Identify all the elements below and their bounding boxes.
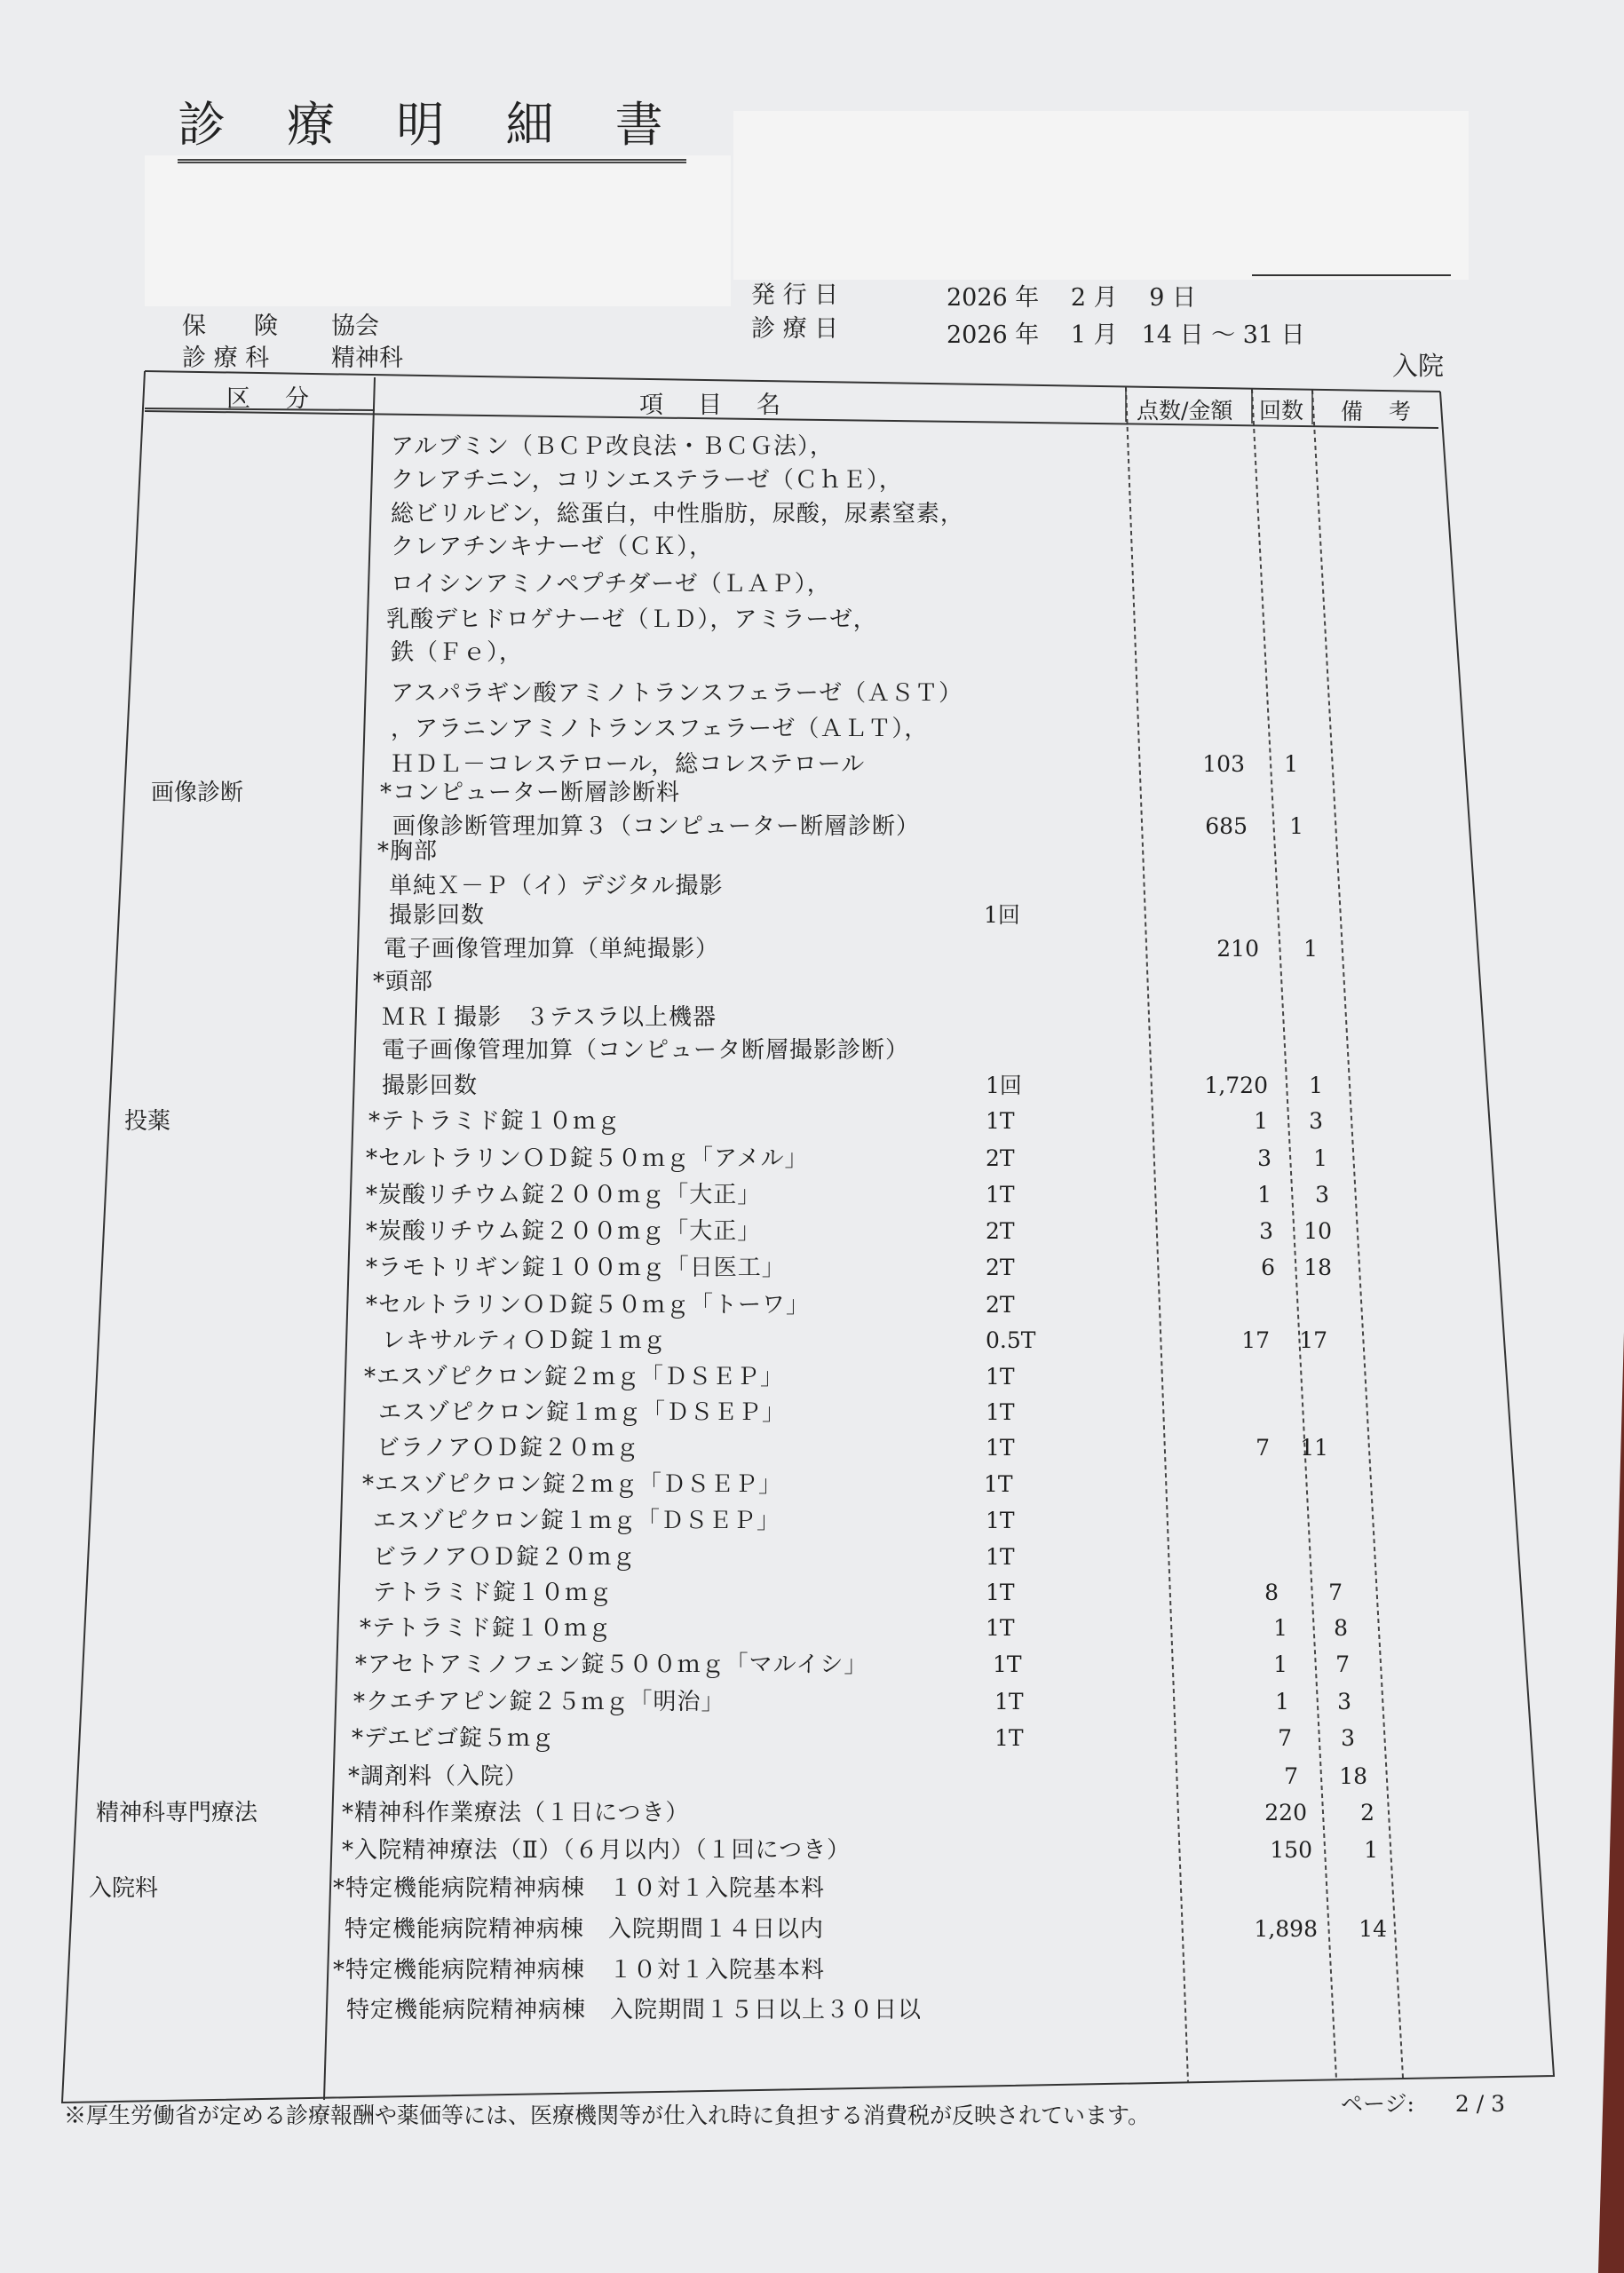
quantity: 1回 bbox=[984, 902, 1020, 928]
points-value: 7 bbox=[1278, 1725, 1292, 1751]
insurance-label: 保 険 bbox=[182, 313, 278, 340]
times-value: 1 bbox=[1289, 813, 1303, 839]
quantity: 1回 bbox=[986, 1073, 1022, 1098]
category-label: 画像診断 bbox=[151, 780, 244, 806]
item-name: *コンピューター断層診断料 bbox=[380, 780, 681, 806]
quantity: 1T bbox=[986, 1399, 1015, 1425]
item-name: ロイシンアミノペプチダーゼ（ＬＡＰ）， bbox=[391, 571, 831, 598]
item-name: エスゾピクロン錠１ｍｇ「ＤＳＥＰ」 bbox=[378, 1399, 787, 1426]
item-name: *テトラミド錠１０ｍｇ bbox=[368, 1108, 622, 1135]
quantity: 1T bbox=[986, 1182, 1015, 1208]
category-label: 精神科専門療法 bbox=[96, 1800, 258, 1826]
item-name: 特定機能病院精神病棟 入院期間１４日以内 bbox=[345, 1916, 825, 1943]
times-value: 7 bbox=[1328, 1580, 1343, 1605]
department-value: 精神科 bbox=[331, 345, 403, 372]
column-header-notes: 備 考 bbox=[1341, 399, 1414, 424]
item-name: *エスゾピクロン錠２ｍｇ「ＤＳＥＰ」 bbox=[364, 1364, 785, 1390]
quantity: 0.5T bbox=[986, 1327, 1036, 1353]
item-name: ＨＤＬ－コレステロール，総コレステロール bbox=[391, 751, 866, 778]
visit-date-label: 診 療 日 bbox=[751, 315, 839, 343]
page-value: 2 / 3 bbox=[1454, 2091, 1505, 2117]
points-value: 6 bbox=[1261, 1255, 1275, 1280]
insurance-value: 協会 bbox=[331, 313, 379, 340]
issue-date-label: 発 行 日 bbox=[751, 281, 839, 309]
points-value: 8 bbox=[1264, 1580, 1279, 1605]
points-value: 1 bbox=[1275, 1689, 1289, 1715]
item-name: *調剤料（入院） bbox=[348, 1763, 529, 1790]
points-value: 220 bbox=[1264, 1800, 1307, 1826]
times-value: 10 bbox=[1303, 1218, 1332, 1244]
quantity: 2T bbox=[986, 1218, 1015, 1244]
times-value: 3 bbox=[1341, 1725, 1355, 1751]
item-name: *胸部 bbox=[377, 838, 439, 865]
item-name: 画像診断管理加算３（コンピューター断層診断） bbox=[392, 813, 921, 840]
times-value: 17 bbox=[1299, 1327, 1327, 1353]
points-value: 7 bbox=[1256, 1435, 1270, 1461]
quantity: 1T bbox=[986, 1508, 1015, 1533]
item-name: *ラモトリギン錠１００ｍｇ「日医工」 bbox=[366, 1255, 786, 1281]
points-value: 17 bbox=[1241, 1327, 1270, 1353]
item-name: 鉄（Ｆｅ）， bbox=[391, 639, 524, 666]
times-value: 7 bbox=[1335, 1651, 1350, 1677]
times-value: 1 bbox=[1309, 1073, 1323, 1098]
category-label: 投薬 bbox=[124, 1108, 171, 1135]
quantity: 2T bbox=[986, 1255, 1015, 1280]
item-name: クレアチンキナーゼ（ＣＫ）， bbox=[391, 534, 714, 560]
points-value: 1,898 bbox=[1254, 1916, 1318, 1942]
points-value: 685 bbox=[1205, 813, 1248, 839]
item-name: *セルトラリンＯＤ錠５０ｍｇ「アメル」 bbox=[366, 1145, 809, 1172]
times-value: 1 bbox=[1284, 751, 1298, 777]
item-name: *セルトラリンＯＤ錠５０ｍｇ「トーワ」 bbox=[366, 1292, 811, 1319]
item-name: 乳酸デヒドロゲナーゼ（ＬＤ），アミラーゼ， bbox=[386, 606, 877, 633]
item-name: *デエビゴ錠５ｍｇ bbox=[352, 1725, 555, 1752]
item-name: テトラミド錠１０ｍｇ bbox=[373, 1580, 614, 1606]
quantity: 2T bbox=[986, 1145, 1015, 1171]
times-value: 1 bbox=[1313, 1145, 1327, 1171]
quantity: 1T bbox=[984, 1471, 1013, 1497]
quantity: 2T bbox=[986, 1292, 1015, 1318]
item-name: 電子画像管理加算（単純撮影） bbox=[384, 936, 720, 962]
points-value: 1 bbox=[1273, 1651, 1287, 1677]
points-value: 210 bbox=[1216, 936, 1259, 962]
points-value: 150 bbox=[1270, 1837, 1312, 1863]
column-header-item: 項 目 名 bbox=[639, 392, 786, 419]
times-value: 11 bbox=[1300, 1435, 1328, 1461]
times-value: 3 bbox=[1315, 1182, 1329, 1208]
item-name: 撮影回数 bbox=[382, 1073, 479, 1099]
quantity: 1T bbox=[986, 1435, 1015, 1461]
item-name: 総ビリルビン，総蛋白，中性脂肪，尿酸，尿素窒素， bbox=[391, 501, 964, 527]
quantity: 1T bbox=[993, 1651, 1022, 1677]
item-name: クレアチニン，コリンエステラーゼ（ＣｈＥ）， bbox=[391, 467, 903, 494]
column-header-points: 点数/金額 bbox=[1137, 398, 1233, 424]
redacted-area-left bbox=[145, 155, 731, 306]
item-name: ，アラニンアミノトランスフェラーゼ（ＡＬＴ）， bbox=[391, 716, 929, 742]
item-name: ビラノアＯＤ錠２０ｍｇ bbox=[376, 1435, 640, 1461]
times-value: 18 bbox=[1339, 1763, 1367, 1789]
item-name: *入院精神療法（Ⅱ）（６月以内）（１回につき） bbox=[342, 1837, 852, 1864]
item-name: 単純Ｘ－Ｐ（イ）デジタル撮影 bbox=[389, 873, 724, 899]
points-value: 3 bbox=[1259, 1218, 1273, 1244]
times-value: 8 bbox=[1334, 1615, 1348, 1641]
column-header-times: 回数 bbox=[1259, 398, 1304, 424]
points-value: 103 bbox=[1202, 751, 1245, 777]
item-name: *特定機能病院精神病棟 １０対１入院基本料 bbox=[333, 1875, 826, 1902]
times-value: 14 bbox=[1359, 1916, 1387, 1942]
item-name: エスゾピクロン錠１ｍｇ「ＤＳＥＰ」 bbox=[373, 1508, 781, 1534]
item-name: *アセトアミノフェン錠５００ｍｇ「マルイシ」 bbox=[355, 1651, 868, 1678]
points-value: 3 bbox=[1257, 1145, 1271, 1171]
item-name: 撮影回数 bbox=[389, 902, 486, 929]
item-name: アスパラギン酸アミノトランスフェラーゼ（ＡＳＴ） bbox=[391, 680, 963, 707]
times-value: 2 bbox=[1360, 1800, 1374, 1826]
item-name: 特定機能病院精神病棟 入院期間１５日以上３０日以 bbox=[346, 1997, 923, 2024]
quantity: 1T bbox=[986, 1108, 1015, 1134]
quantity: 1T bbox=[994, 1689, 1024, 1715]
points-value: 1,720 bbox=[1204, 1073, 1268, 1098]
page-label: ページ: bbox=[1341, 2091, 1414, 2117]
redacted-area-right bbox=[733, 111, 1469, 280]
footer-note: ※厚生労働省が定める診療報酬や薬価等には、医療機関等が仕入れ時に負担する消費税が反映されています。 bbox=[64, 2103, 1151, 2128]
item-name: *テトラミド錠１０ｍｇ bbox=[360, 1615, 613, 1642]
item-name: *クエチアピン錠２５ｍｇ「明治」 bbox=[353, 1689, 725, 1715]
quantity: 1T bbox=[986, 1364, 1015, 1390]
quantity: 1T bbox=[986, 1544, 1015, 1570]
item-name: *炭酸リチウム錠２００ｍｇ「大正」 bbox=[366, 1218, 762, 1245]
times-value: 3 bbox=[1337, 1689, 1351, 1715]
quantity: 1T bbox=[994, 1725, 1024, 1751]
item-name: レキサルティＯＤ錠１ｍｇ bbox=[382, 1327, 667, 1354]
item-name: 電子画像管理加算（コンピュータ断層撮影診断） bbox=[382, 1037, 910, 1064]
times-value: 1 bbox=[1364, 1837, 1378, 1863]
item-name: *炭酸リチウム錠２００ｍｇ「大正」 bbox=[366, 1182, 762, 1208]
points-value: 1 bbox=[1273, 1615, 1287, 1641]
issue-date-value: 2026 年 2 月 9 日 bbox=[947, 284, 1196, 312]
points-value: 1 bbox=[1257, 1182, 1271, 1208]
page-indicator bbox=[1341, 2087, 1505, 2119]
times-value: 3 bbox=[1309, 1108, 1323, 1134]
quantity: 1T bbox=[986, 1615, 1015, 1641]
item-name: *特定機能病院精神病棟 １０対１入院基本料 bbox=[333, 1957, 826, 1984]
quantity: 1T bbox=[986, 1580, 1015, 1605]
item-name: アルブミン（ＢＣＰ改良法・ＢＣＧ法）， bbox=[391, 433, 834, 460]
document-title: 診 療 明 細 書 bbox=[178, 87, 686, 163]
points-value: 7 bbox=[1284, 1763, 1298, 1789]
item-name: *精神科作業療法（１日につき） bbox=[342, 1800, 690, 1826]
points-value: 1 bbox=[1254, 1108, 1268, 1134]
item-name: *エスゾピクロン錠２ｍｇ「ＤＳＥＰ」 bbox=[362, 1471, 783, 1498]
category-label: 入院料 bbox=[89, 1875, 159, 1902]
column-header-category: 区 分 bbox=[226, 385, 314, 413]
item-name: ＭＲＩ撮影 ３テスラ以上機器 bbox=[382, 1004, 717, 1031]
times-value: 18 bbox=[1303, 1255, 1332, 1280]
times-value: 1 bbox=[1303, 936, 1318, 962]
inpatient-label: 入院 bbox=[1392, 351, 1445, 381]
item-name: ビラノアＯＤ錠２０ｍｇ bbox=[373, 1544, 637, 1571]
department-label: 診 療 科 bbox=[182, 345, 270, 372]
item-name: *頭部 bbox=[373, 969, 434, 995]
visit-date-value: 2026 年 1 月 14 日 ～ 31 日 bbox=[947, 321, 1305, 349]
